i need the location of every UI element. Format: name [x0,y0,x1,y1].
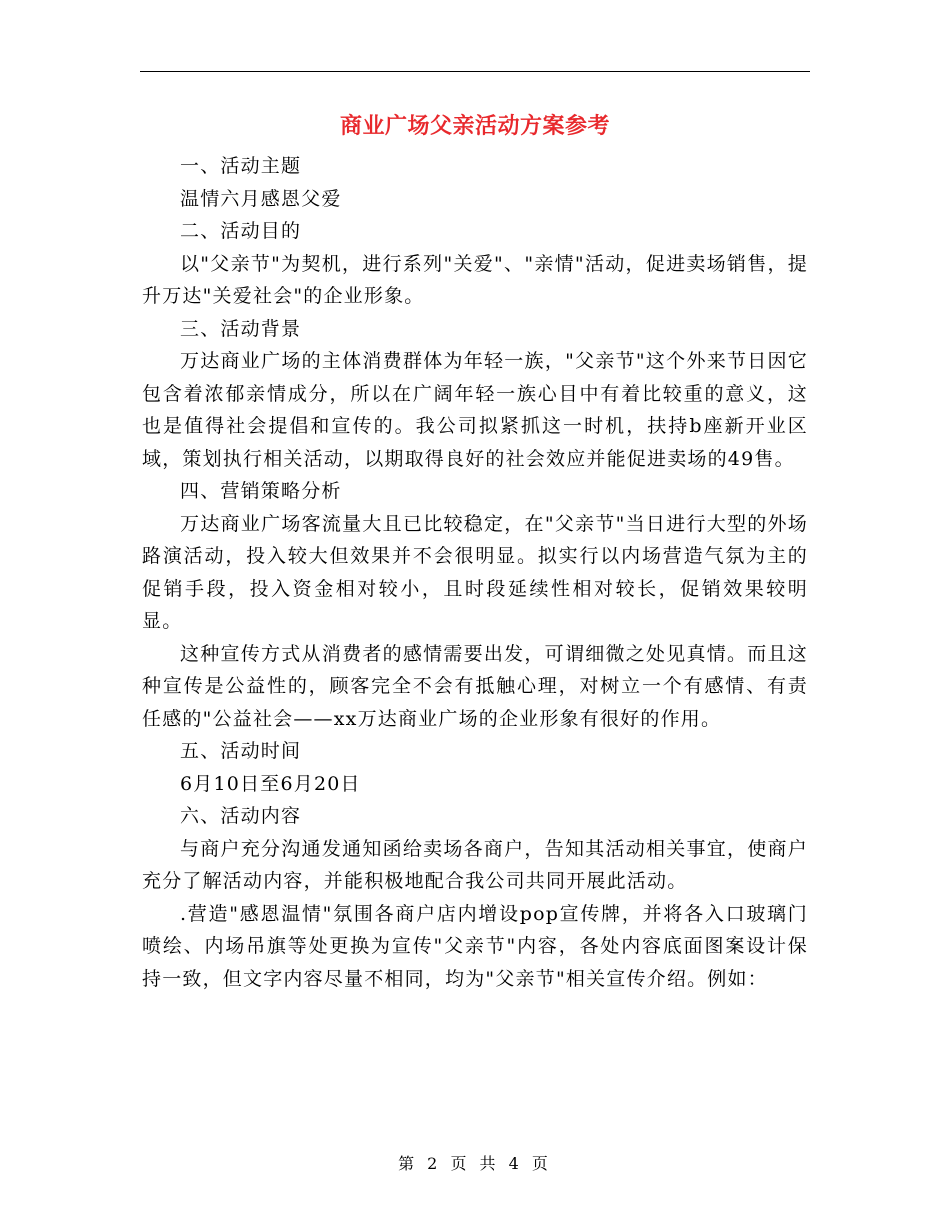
document-body [142,150,808,995]
paragraph-content-2: .营造"感恩温情"氛围各商户店内增设pop宣传牌，并将各入口玻璃门喷绘、内场吊旗等处更换为宣传"父亲节"内容，各处内容底面图案设计保持一致，但文字内容尽量不相同，均为"父亲节"相关宣传介绍。例如： [142,902,808,990]
paragraph-strategy: 万达商业广场客流量大且已比较稳定，在"父亲节"当日进行大型的外场路演活动，投入较大但效果并不会很明显。拟实行以内场营造气氛为主的促销手段，投入资金相对较小，且时段延续性相对较长，促销效果较明显。 [142,512,808,632]
section-heading-time: 五、活动时间 [180,740,302,762]
paragraph-background: 万达商业广场的主体消费群体为年轻一族，"父亲节"这个外来节日因它包含着浓郁亲情成分，所以在广阔年轻一族心目中有着比较重的意义，这也是值得社会提倡和宣传的。我公司拟紧抓这一时机，扶持b座新开业区域，策划执行相关活动，以期取得良好的社会效应并能促进卖场的49售。 [142,350,808,470]
page-number-footer: 第 2 页 共 4 页 [398,1154,552,1173]
section-heading-purpose: 二、活动目的 [180,220,302,242]
paragraph-time: 6月10日至6月20日 [180,772,361,795]
section-heading-content: 六、活动内容 [180,805,302,827]
paragraph-theme: 温情六月感恩父爱 [180,187,342,210]
section-heading-theme: 一、活动主题 [180,155,302,177]
paragraph-content: 与商户充分沟通发通知函给卖场各商户，告知其活动相关事宜，使商户充分了解活动内容，并能积极地配合我公司共同开展此活动。 [142,837,808,892]
section-heading-strategy: 四、营销策略分析 [180,480,342,502]
paragraph-strategy-2: 这种宣传方式从消费者的感情需要出发，可谓细微之处见真情。而且这种宣传是公益性的，顾客完全不会有抵触心理，对树立一个有感情、有责任感的"公益社会——xx万达商业广场的企业形象有很好的作用。 [142,642,808,730]
header-rule [140,71,810,72]
paragraph-purpose: 以"父亲节"为契机，进行系列"关爱"、"亲情"活动，促进卖场销售，提升万达"关爱社会"的企业形象。 [142,252,808,307]
document-title: 商业广场父亲活动方案参考 [339,113,610,139]
section-heading-background: 三、活动背景 [180,317,302,340]
